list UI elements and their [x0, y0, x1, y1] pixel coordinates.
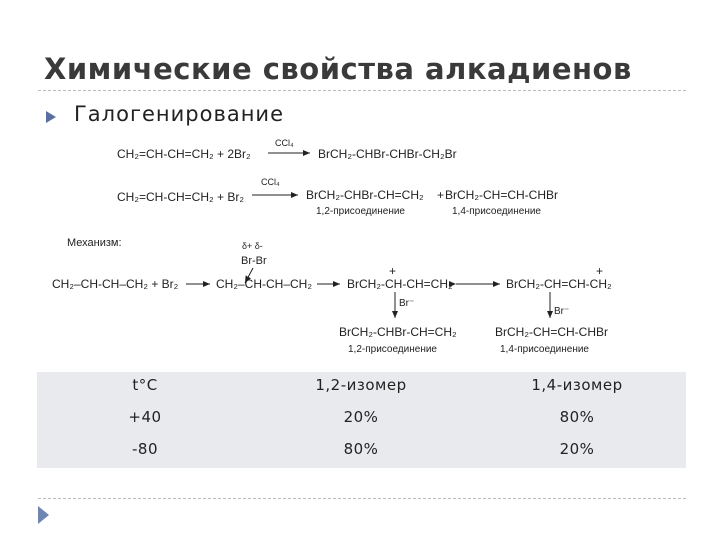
mechanism-heading: Механизм:	[67, 237, 122, 249]
table-cell: 20%	[559, 440, 595, 458]
mech-product14: BrCH₂-CH=CH-CHBr	[495, 325, 608, 339]
r2-reactants: CH₂=CH-CH=CH₂ + Br₂	[117, 190, 244, 204]
table-cell: 80%	[559, 408, 595, 426]
r2-catalyst: CCl₄	[261, 177, 280, 187]
mech-charges: δ+ δ-	[242, 241, 263, 251]
r2-product14: BrCH₂-CH=CH-CHBr	[445, 188, 558, 202]
mech-cation2: BrCH₂-CH=CH-CH₂	[506, 277, 612, 291]
r1-catalyst: CCl₄	[275, 138, 294, 148]
mech-label12: 1,2-присоединение	[348, 344, 437, 355]
mech-cation1-charge: +	[389, 264, 397, 278]
footer-divider	[38, 498, 686, 499]
mech-label14: 1,4-присоединение	[500, 344, 589, 355]
slide-title: Химические свойства алкадиенов	[44, 52, 632, 86]
r2-plus: +	[437, 188, 445, 202]
mech-bromine: Br-Br	[241, 255, 267, 267]
r2-label12: 1,2-присоединение	[316, 206, 405, 217]
table-row	[37, 436, 686, 468]
table-cell: +40	[128, 408, 162, 426]
table-row	[37, 404, 686, 436]
table-cell: 80%	[343, 440, 379, 458]
table-cell: 20%	[343, 408, 379, 426]
table-cell: -80	[132, 440, 158, 458]
mech-cation1: BrCH₂-CH-CH=CH₂	[347, 277, 453, 291]
mech-product12: BrCH₂-CHBr-CH=CH₂	[339, 325, 457, 339]
mech-bromide-2: Br⁻	[554, 306, 570, 317]
mech-bromide-1: Br⁻	[399, 298, 415, 309]
next-slide-arrow-icon[interactable]	[38, 506, 49, 524]
mech-intermediate: CH₂–CH-CH–CH₂	[216, 277, 312, 291]
r2-product12: BrCH₂-CHBr-CH=CH₂	[306, 188, 424, 202]
r1-product: BrCH₂-CHBr-CHBr-CH₂Br	[318, 147, 457, 161]
mech-start: CH₂–CH-CH–CH₂ + Br₂	[52, 277, 179, 291]
isomer-ratio-table	[37, 372, 686, 468]
table-header-cell: 1,4-изомер	[531, 376, 623, 394]
mech-cation2-charge: +	[596, 264, 604, 278]
bullet-text: Галогенирование	[74, 102, 284, 126]
table-header-row	[37, 372, 686, 404]
r1-reactants: CH₂=CH-CH=CH₂ + 2Br₂	[117, 147, 251, 161]
r2-label14: 1,4-присоединение	[452, 206, 541, 217]
table-header-cell: 1,2-изомер	[315, 376, 407, 394]
table-header-cell: t°C	[132, 376, 158, 394]
